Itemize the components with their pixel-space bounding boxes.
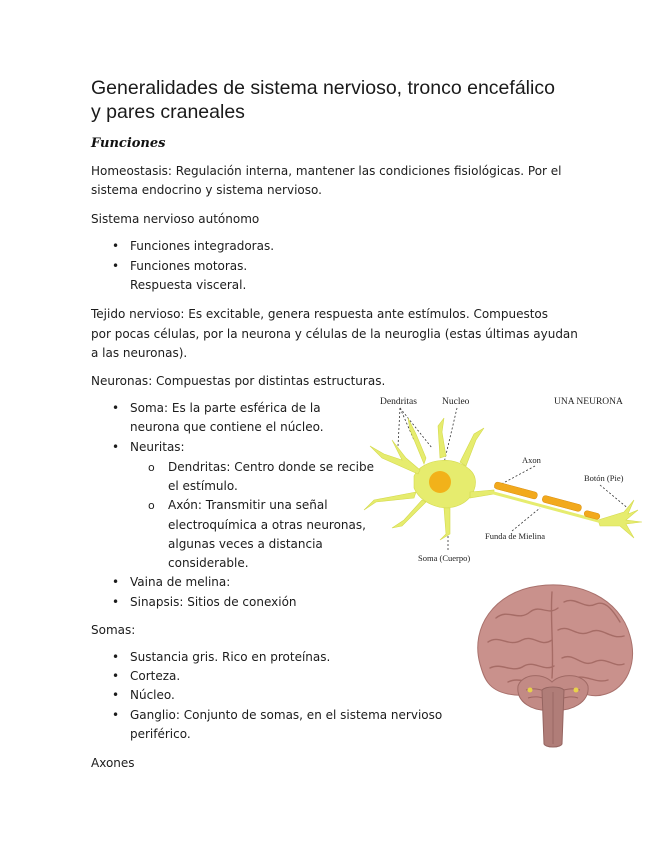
paragraph-sna: Sistema nervioso autónomo bbox=[91, 212, 260, 226]
bullet-glyph: • bbox=[112, 259, 120, 273]
figure-title: UNA NEURONA bbox=[554, 397, 623, 407]
paragraph-tejido-line-2: por pocas células, por la neurona y células de la neuroglia (estas últimas ayudan bbox=[91, 327, 578, 341]
bullet-glyph: • bbox=[112, 575, 120, 589]
list-item: Funciones motoras. bbox=[130, 259, 248, 273]
list-item: Corteza. bbox=[130, 669, 181, 683]
paragraph-tejido-line-3: a las neuronas). bbox=[91, 346, 188, 360]
page-title bbox=[91, 76, 571, 124]
nerve-dot bbox=[528, 688, 533, 693]
nucleus bbox=[429, 471, 451, 493]
neuritas-item: Neuritas: bbox=[130, 440, 185, 454]
paragraph-neuronas: Neuronas: Compuestas por distintas estructuras. bbox=[91, 374, 386, 388]
bullet-glyph: • bbox=[112, 595, 120, 609]
sub-bullet-glyph: o bbox=[148, 461, 155, 474]
label-dendritas: Dendritas bbox=[380, 397, 417, 407]
list-item-continuation: Respuesta visceral. bbox=[130, 278, 247, 292]
ganglio-line-1: Ganglio: Conjunto de somas, en el sistema nervioso bbox=[130, 708, 443, 722]
sinapsis-item: Sinapsis: Sitios de conexión bbox=[130, 595, 297, 609]
vaina-item: Vaina de melina: bbox=[130, 575, 231, 589]
bullet-glyph: • bbox=[112, 239, 120, 253]
soma-line-1: Soma: Es la parte esférica de la bbox=[130, 401, 321, 415]
bullet-glyph: • bbox=[112, 440, 120, 454]
neuron-diagram bbox=[362, 388, 645, 570]
paragraph-tejido-line-1: Tejido nervioso: Es excitable, genera respuesta ante estímulos. Compuestos bbox=[91, 307, 549, 321]
axon-line-3: algunas veces a distancia bbox=[168, 537, 323, 551]
label-nucleo: Nucleo bbox=[442, 397, 470, 407]
dendritas-line-1: Dendritas: Centro donde se recibe bbox=[168, 460, 374, 474]
paragraph-homeostasis-line-1: Homeostasis: Regulación interna, mantener las condiciones fisiológicas. Por el bbox=[91, 164, 562, 178]
label-funda: Funda de Mielina bbox=[485, 531, 545, 541]
paragraph-somas: Somas: bbox=[91, 623, 136, 637]
label-boton: Botón (Pie) bbox=[584, 473, 624, 483]
bullet-glyph: • bbox=[112, 688, 120, 702]
paragraph-axones: Axones bbox=[91, 756, 135, 770]
paragraph-homeostasis-line-2: sistema endocrino y sistema nervioso. bbox=[91, 183, 322, 197]
title-line-1: Generalidades de sistema nervioso, tronco encefálico bbox=[91, 77, 555, 99]
bullet-glyph: • bbox=[112, 669, 120, 683]
list-item: Funciones integradoras. bbox=[130, 239, 275, 253]
axon-line-4: considerable. bbox=[168, 556, 249, 570]
ganglio-line-2: periférico. bbox=[130, 727, 191, 741]
section-heading: Funciones bbox=[91, 136, 166, 151]
label-axon: Axon bbox=[522, 455, 541, 465]
myelin-sheath bbox=[494, 481, 601, 520]
title-line-2: y pares craneales bbox=[91, 101, 245, 123]
bullet-glyph: • bbox=[112, 708, 120, 722]
bullet-glyph: • bbox=[112, 401, 120, 415]
soma-line-2: neurona que contiene el núcleo. bbox=[130, 420, 324, 434]
label-soma: Soma (Cuerpo) bbox=[418, 553, 471, 563]
nerve-dot bbox=[574, 688, 579, 693]
bullet-glyph: • bbox=[112, 650, 120, 664]
list-item: Sustancia gris. Rico en proteínas. bbox=[130, 650, 331, 664]
axon-line-1: Axón: Transmitir una señal bbox=[168, 498, 328, 512]
axon-line-2: electroquímica a otras neuronas, bbox=[168, 518, 366, 532]
list-item: Núcleo. bbox=[130, 688, 175, 702]
sub-bullet-glyph: o bbox=[148, 499, 155, 512]
dendritas-line-2: el estímulo. bbox=[168, 479, 238, 493]
brain-illustration bbox=[468, 578, 638, 750]
